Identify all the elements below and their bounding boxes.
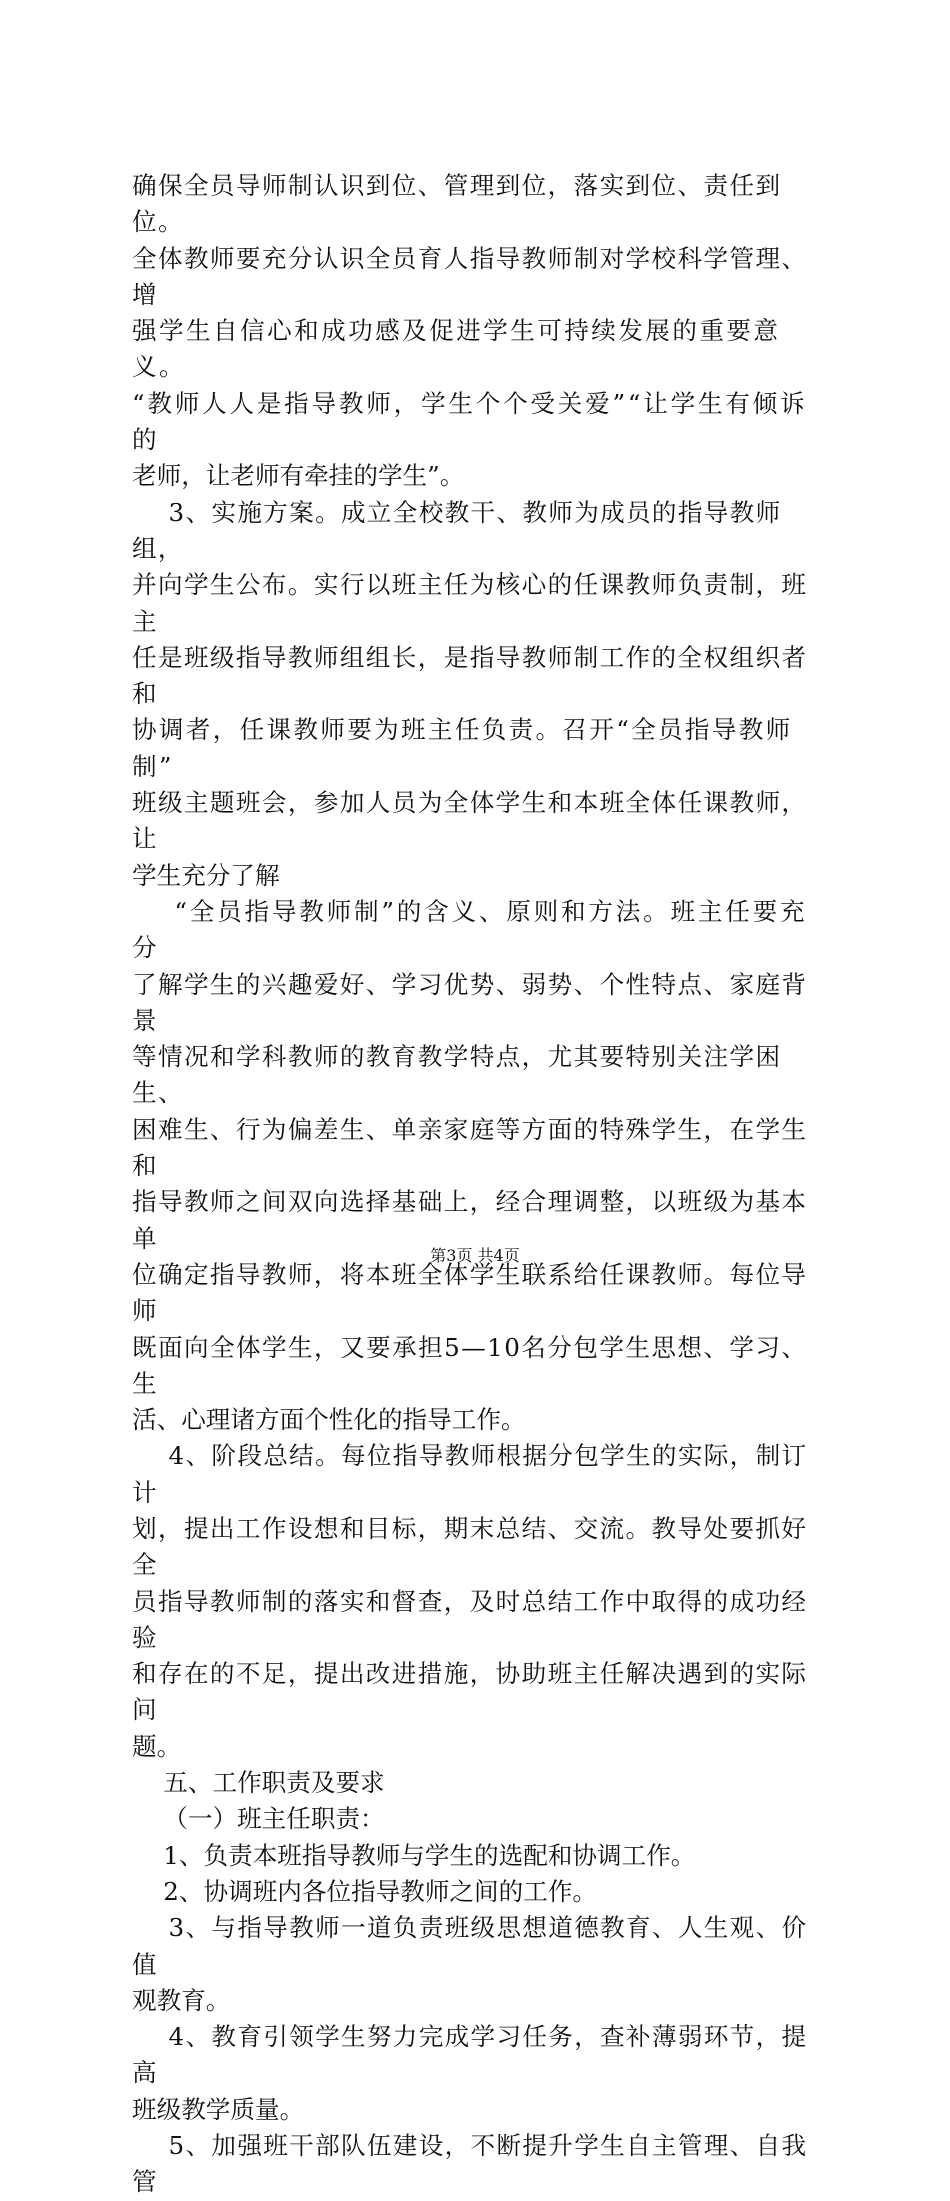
text-line: 老师，让老师有牵挂的学生”。 (132, 461, 465, 491)
text-line: 学生充分了解 (132, 860, 280, 890)
text-line: “教师人人是指导教师，学生个个受关爱”“让学生有倾诉的 (132, 388, 808, 455)
text-line: “全员指导教师制”的含义、原则和方法。班主任要充分 (132, 896, 808, 963)
text-line: 五、工作职责及要求 (132, 1768, 385, 1798)
text-line: 观教育。 (132, 1985, 231, 2015)
text-line: 和存在的不足，提出改进措施，协助班主任解决遇到的实际问 (132, 1659, 808, 1725)
text-line: 了解学生的兴趣爱好、学习优势、弱势、个性特点、家庭背景 (132, 969, 808, 1035)
text-line: 位确定指导教师，将本班全体学生联系给任课教师。每位导师 (132, 1259, 808, 1326)
text-line: 2、协调班内各位指导教师之间的工作。 (132, 1876, 598, 1906)
text-line: 班级主题班会，参加人员为全体学生和本班全体任课教师，让 (132, 788, 808, 854)
text-line: 确保全员导师制认识到位、管理到位，落实到位、责任到位。 (132, 171, 782, 237)
page-footer: 第3页 共4页 (430, 1246, 520, 1265)
document-body (132, 168, 832, 2201)
text-line: 题。 (132, 1731, 182, 1761)
text-line: 困难生、行为偏差生、单亲家庭等方面的特殊学生，在学生和 (132, 1114, 808, 1181)
text-line: 既面向全体学生，又要承担5—10名分包学生思想、学习、生 (132, 1332, 808, 1398)
text-line: 任是班级指导教师组组长，是指导教师制工作的全权组织者和 (132, 642, 808, 709)
text-line: 班级教学质量。 (132, 2094, 305, 2124)
text-line: 3、与指导教师一道负责班级思想道德教育、人生观、价值 (132, 1913, 808, 1979)
text-line: 活、心理诸方面个性化的指导工作。 (132, 1405, 526, 1435)
text-line: 划，提出工作设想和目标，期末总结、交流。教导处要抓好全 (132, 1513, 808, 1580)
text-line: 全体教师要充分认识全员育人指导教师制对学校科学管理、增 (132, 243, 808, 309)
text-line: 强学生自信心和成功感及促进学生可持续发展的重要意义。 (132, 316, 781, 382)
text-line: 1、负责本班指导教师与学生的选配和协调工作。 (132, 1840, 696, 1870)
text-line: 5、加强班干部队伍建设，不断提升学生自主管理、自我管 (132, 2131, 808, 2197)
text-line: 等情况和学科教师的教育教学特点，尤其要特别关注学困生、 (132, 1042, 782, 1108)
text-line: 并向学生公布。实行以班主任为核心的任课教师负责制，班主 (132, 570, 808, 636)
text-line: 4、教育引领学生努力完成学习任务，查补薄弱环节，提高 (132, 2022, 808, 2088)
text-line: 协调者，任课教师要为班主任负责。召开“全员指导教师制” (132, 715, 793, 781)
text-line: 4、阶段总结。每位指导教师根据分包学生的实际，制订计 (132, 1441, 808, 1507)
text-line: （一）班主任职责： (132, 1804, 385, 1834)
text-line: 指导教师之间双向选择基础上，经合理调整，以班级为基本单 (132, 1187, 808, 1253)
text-line: 3、实施方案。成立全校教干、教师为成员的指导教师组， (132, 497, 782, 563)
text-line: 员指导教师制的落实和督查，及时总结工作中取得的成功经验 (132, 1586, 808, 1652)
